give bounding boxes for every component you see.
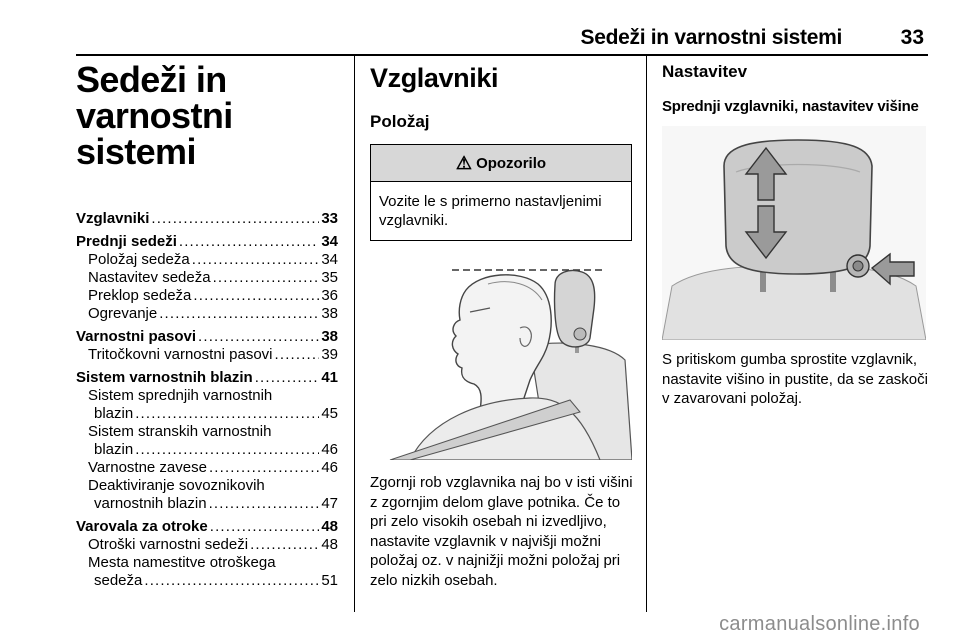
- toc-entry-line[interactable]: Sistem stranskih varnostnih: [88, 423, 272, 440]
- toc-entry[interactable]: Vzglavniki . . . 33: [76, 210, 338, 228]
- adjustment-subtitle: Sprednji vzglavniki, nastavitev višine: [662, 98, 919, 115]
- toc-entry[interactable]: Nastavitev sedeža . . . 35: [76, 269, 338, 287]
- toc-entry-line[interactable]: Deaktiviranje sovoznikovih: [88, 477, 265, 494]
- column-divider-2: [646, 56, 647, 612]
- adjustment-column: [662, 62, 928, 115]
- toc-entry[interactable]: Varovala za otroke . . . 48: [76, 518, 338, 536]
- warning-header: [371, 145, 631, 182]
- watermark: carmanualsonline.info: [719, 613, 920, 635]
- headrest-column: [370, 62, 632, 241]
- headrest-adjustment-illustration: [662, 126, 926, 340]
- toc-column: [76, 59, 338, 590]
- toc-entry[interactable]: Preklop sedeža . . . 36: [76, 287, 338, 305]
- toc-entry[interactable]: Otroški varnostni sedeži . . . 48: [76, 536, 338, 554]
- toc-entry[interactable]: Tritočkovni varnostni pasovi . . . 39: [76, 346, 338, 364]
- header-title: Sedeži in varnostni sistemi: [580, 26, 842, 49]
- position-text: Zgornji rob vzglavnika naj bo v isti višini z zgornjim delom glave potnika. Če to pri zelo visokih osebah ni izvedljivo, nastavite vzglavnik v najvišji možni položaj oz. v najnižji možni položaj pri zelo nizkih osebah.: [370, 474, 633, 589]
- header-rule: [76, 54, 928, 56]
- toc-entry[interactable]: Ogrevanje . . . 38: [76, 305, 338, 323]
- toc-entry-line[interactable]: Mesta namestitve otroškega: [88, 554, 276, 571]
- chapter-title: Sedeži in varnostni sistemi: [76, 59, 233, 172]
- warning-text: Vozite le s primerno nastavljenimi vzglavniki.: [379, 193, 602, 229]
- toc-entry[interactable]: Položaj sedeža . . . 34: [76, 251, 338, 269]
- page-number: 33: [900, 26, 924, 49]
- adjustment-text: S pritiskom gumba sprostite vzglavnik, nastavite višino in pustite, da se zaskoči v zavarovani položaj.: [662, 351, 928, 407]
- toc-entry[interactable]: blazin . . . 46: [76, 441, 338, 459]
- toc-entry[interactable]: Prednji sedeži . . . 34: [76, 233, 338, 251]
- page-header: [0, 26, 960, 56]
- toc-entry[interactable]: Varnostne zavese . . . 46: [76, 459, 338, 477]
- headrest-position-illustration: [370, 250, 632, 460]
- warning-label: Opozorilo: [476, 154, 547, 172]
- position-title: Položaj: [370, 112, 430, 131]
- section-title: Vzglavniki: [370, 63, 499, 93]
- toc-entry-line[interactable]: Sistem sprednjih varnostnih: [88, 387, 273, 404]
- toc-entry[interactable]: varnostnih blazin . . . 47: [76, 495, 338, 513]
- table-of-contents: [76, 210, 338, 590]
- toc-entry[interactable]: Sistem varnostnih blazin . . . 41: [76, 369, 338, 387]
- toc-entry[interactable]: Varnostni pasovi . . . 38: [76, 328, 338, 346]
- warning-box: [370, 144, 632, 241]
- column-divider-1: [354, 56, 355, 612]
- adjustment-title: Nastavitev: [662, 62, 748, 81]
- toc-entry[interactable]: sedeža . . . 51: [76, 572, 338, 590]
- warning-triangle-icon: ⚠: [455, 152, 473, 173]
- toc-entry[interactable]: blazin . . . 45: [76, 405, 338, 423]
